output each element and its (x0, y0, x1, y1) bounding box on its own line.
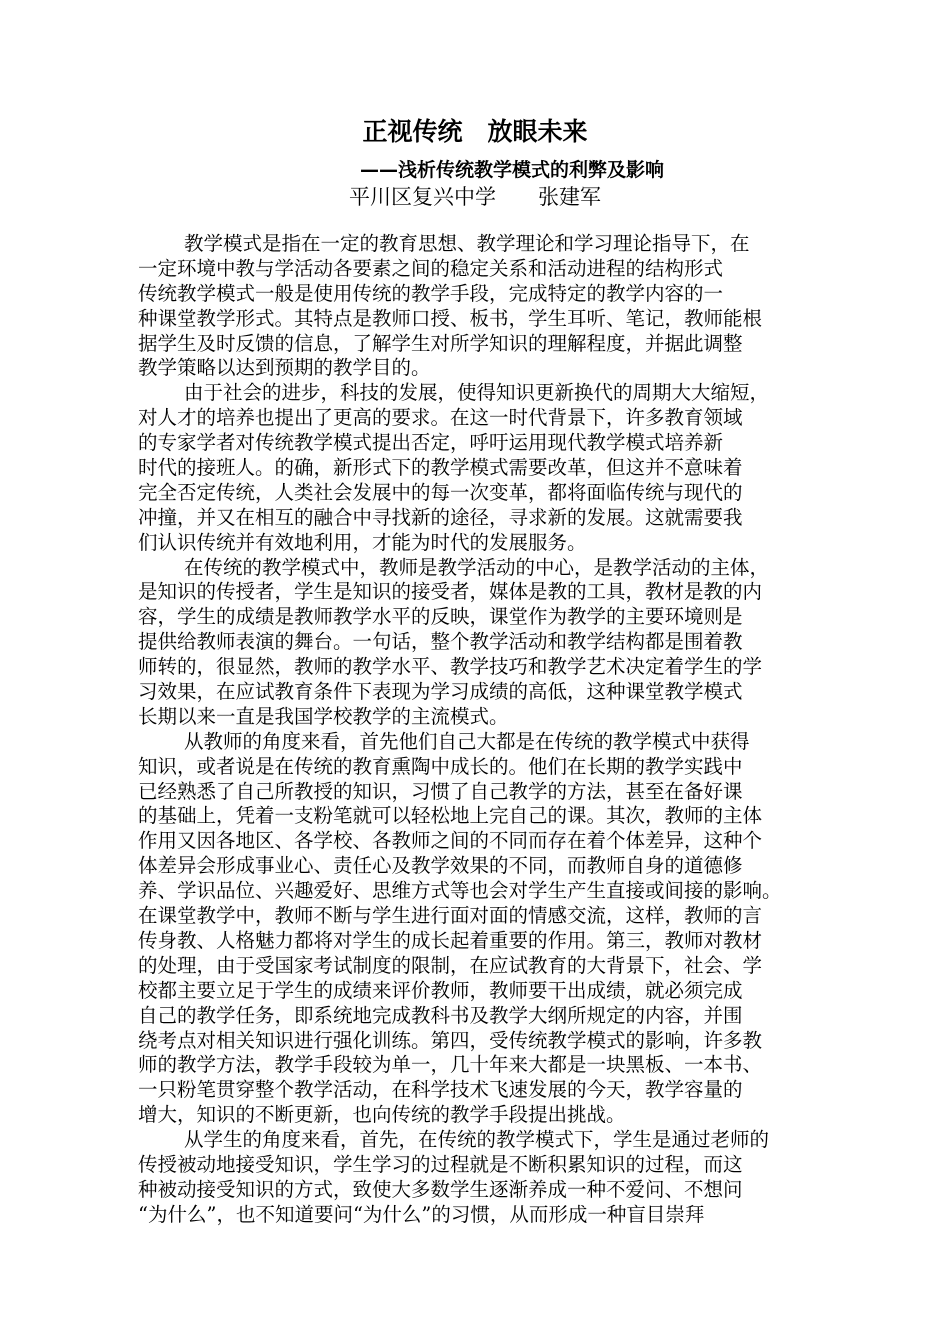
text-line: “为什么”，也不知道要问“为什么”的习惯，从而形成一种盲目崇拜 (138, 1202, 705, 1226)
text-line: 一定环境中教与学活动各要素之间的稳定关系和活动进程的结构形式 (138, 256, 724, 280)
text-line: 是知识的传授者，学生是知识的接受者，媒体是教的工具，教材是教的内 (138, 580, 763, 604)
paragraph (138, 730, 828, 1128)
text-line: 绕考点对相关知识进行强化训练。第四，受传统教学模式的影响，许多教 (138, 1028, 763, 1052)
text-line: 的专家学者对传统教学模式提出否定，呼吁运用现代教学模式培养新 (138, 431, 724, 455)
text-line: 校都主要立足于学生的成绩来评价教师，教师要干出成绩，就必须完成 (138, 978, 743, 1002)
text-line: 作用又因各地区、各学校、各教师之间的不同而存在着个体差异，这种个 (138, 829, 763, 853)
paragraph (138, 232, 828, 381)
text-line: 教学模式是指在一定的教育思想、教学理论和学习理论指导下，在 (184, 232, 750, 255)
text-line: 养、学识品位、兴趣爱好、思维方式等也会对学生产生直接或间接的影响。 (138, 879, 782, 903)
document-body (138, 232, 828, 1228)
text-line: 的基础上，凭着一支粉笔就可以轻松地上完自己的课。其次，教师的主体 (138, 804, 763, 828)
text-line: 种课堂教学形式。其特点是教师口授、板书，学生耳听、笔记，教师能根 (138, 306, 763, 330)
text-line: 知识，或者说是在传统的教育熏陶中成长的。他们在长期的教学实践中 (138, 754, 743, 778)
text-line: 长期以来一直是我国学校教学的主流模式。 (138, 704, 509, 728)
document-subtitle: ——浅析传统教学模式的利弊及影响 (360, 159, 665, 181)
text-line: 对人才的培养也提出了更高的要求。在这一时代背景下，许多教育领域 (138, 406, 743, 430)
text-line: 师转的，很显然，教师的教学水平、教学技巧和教学艺术决定着学生的学 (138, 655, 763, 679)
text-line: 从学生的角度来看，首先，在传统的教学模式下，学生是通过老师的 (184, 1128, 770, 1152)
author-byline: 平川区复兴中学 张建军 (349, 185, 601, 209)
text-line: 传统教学模式一般是使用传统的教学手段，完成特定的教学内容的一 (138, 281, 724, 305)
text-line: 师的教学方法，教学手段较为单一，几十年来大都是一块黑板、一本书、 (138, 1053, 763, 1077)
text-line: 的处理，由于受国家考试制度的限制，在应试教育的大背景下，社会、学 (138, 953, 763, 977)
text-line: 传身教、人格魅力都将对学生的成长起着重要的作用。第三，教师对教材 (138, 928, 763, 952)
paragraph (138, 556, 828, 730)
text-line: 从教师的角度来看，首先他们自己大都是在传统的教学模式中获得 (184, 729, 750, 753)
text-line: 教学策略以达到预期的教学目的。 (138, 356, 431, 380)
text-line: 在传统的教学模式中，教师是教学活动的中心，是教学活动的主体， (184, 555, 770, 579)
paragraph (138, 381, 828, 555)
text-line: 一只粉笔贯穿整个教学活动，在科学技术飞速发展的今天，教学容量的 (138, 1078, 743, 1102)
text-line: 完全否定传统，人类社会发展中的每一次变革，都将面临传统与现代的 (138, 480, 743, 504)
text-line: 冲撞，并又在相互的融合中寻找新的途径，寻求新的发展。这就需要我 (138, 505, 743, 529)
text-line: 时代的接班人。的确，新形式下的教学模式需要改革，但这并不意味着 (138, 456, 743, 480)
text-line: 提供给教师表演的舞台。一句话，整个教学活动和教学结构都是围着教 (138, 630, 743, 654)
text-line: 据学生及时反馈的信息，了解学生对所学知识的理解程度，并据此调整 (138, 331, 743, 355)
text-line: 已经熟悉了自己所教授的知识，习惯了自己教学的方法，甚至在备好课 (138, 779, 743, 803)
paragraph (138, 1128, 828, 1228)
text-line: 在课堂教学中，教师不断与学生进行面对面的情感交流，这样，教师的言 (138, 904, 763, 928)
text-line: 体差异会形成事业心、责任心及教学效果的不同，而教师自身的道德修 (138, 854, 743, 878)
text-line: 自己的教学任务，即系统地完成教科书及教学大纲所规定的内容，并围 (138, 1003, 743, 1027)
text-line: 传授被动地接受知识，学生学习的过程就是不断积累知识的过程，而这 (138, 1152, 743, 1176)
text-line: 习效果，在应试教育条件下表现为学习成绩的高低，这种课堂教学模式 (138, 680, 743, 704)
text-line: 增大，知识的不断更新，也向传统的教学手段提出挑战。 (138, 1103, 626, 1127)
text-line: 种被动接受知识的方式，致使大多数学生逐渐养成一种不爱问、不想问 (138, 1177, 743, 1201)
text-line: 们认识传统并有效地利用，才能为时代的发展服务。 (138, 530, 587, 554)
text-line: 容，学生的成绩是教师教学水平的反映，课堂作为教学的主要环境则是 (138, 605, 743, 629)
text-line: 由于社会的进步，科技的发展，使得知识更新换代的周期大大缩短， (184, 381, 770, 405)
document-title: 正视传统 放眼未来 (362, 117, 588, 146)
